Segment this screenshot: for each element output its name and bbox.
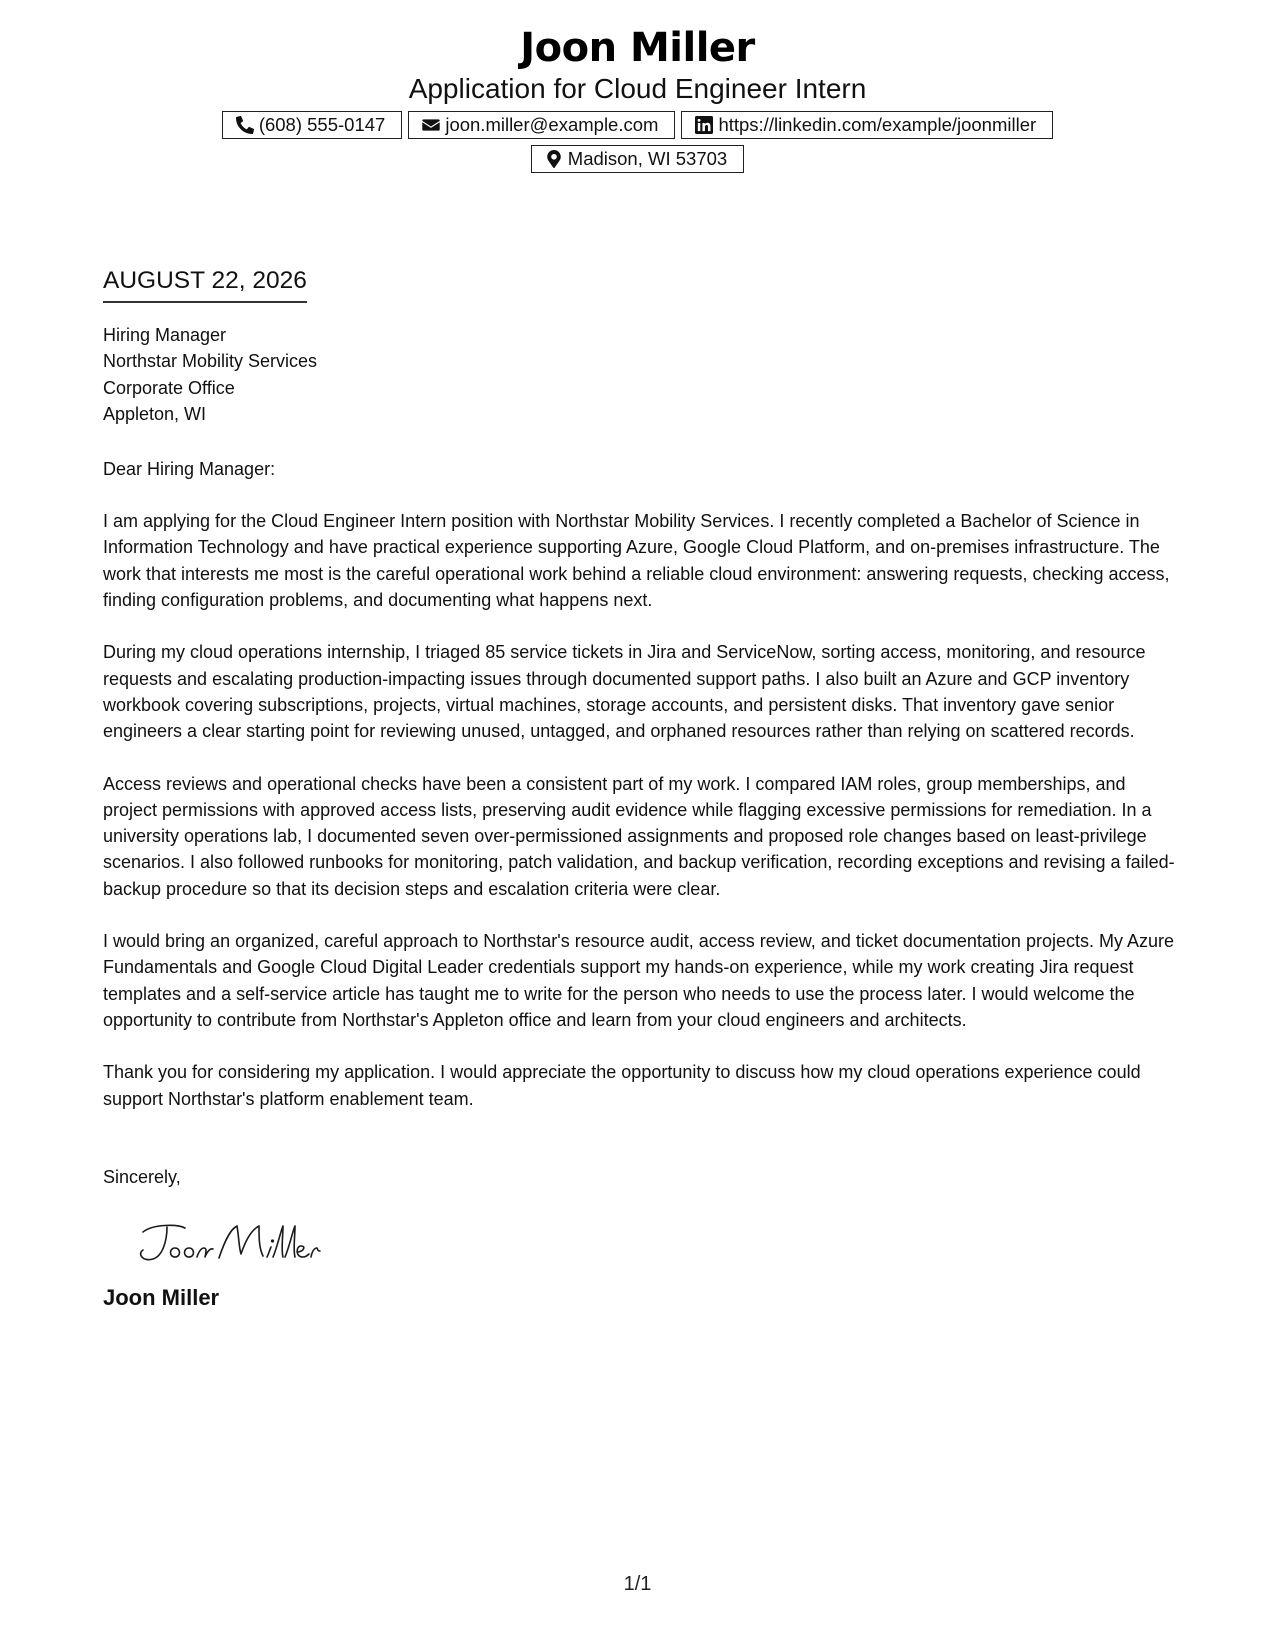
phone-chip[interactable] <box>222 111 403 139</box>
contact-row <box>0 111 1275 139</box>
body-paragraph: I would bring an organized, careful approach to Northstar's resource audit, access review, and ticket documentation projects. My Azure Fundamentals and Google Cloud Digital Leader credentials support my hands-on experience, while my work creating Jira request templates and a self-service article has taught me to write for the person who needs to use the process later. I would welcome the opportunity to contribute from Northstar's Appleton office and learn from your cloud engineers and architects. <box>103 931 1174 1030</box>
salutation: Dear Hiring Manager: <box>103 459 276 480</box>
application-title: Application for Cloud Engineer Intern <box>408 73 867 104</box>
signed-name: Joon Miller <box>103 1284 220 1310</box>
letter-header <box>0 22 1275 173</box>
recipient-line: Northstar Mobility Services <box>103 351 318 372</box>
body-paragraph: Thank you for considering my application. I would appreciate the opportunity to discuss how my cloud operations experience could support Northstar's platform enablement team. <box>103 1062 1141 1109</box>
body-paragraph: During my cloud operations internship, I triaged 85 service tickets in Jira and ServiceNow, sorting access, monitoring, and resource requests and escalating production-impacting issues through documented support paths. I also built an Azure and GCP inventory workbook covering subscriptions, projects, virtual machines, storage accounts, and persistent disks. That inventory gave senior engineers a clear starting point for reviewing unused, untagged, and orphaned resources rather than relying on scattered records. <box>103 642 1146 742</box>
email-chip[interactable] <box>408 111 675 139</box>
recipient-line: Hiring Manager <box>103 325 227 345</box>
location-chip[interactable] <box>531 145 744 173</box>
location-text: Madison, WI 53703 <box>567 148 728 169</box>
linkedin-chip[interactable] <box>681 111 1053 139</box>
letter-date: AUGUST 22, 2026 <box>103 266 307 303</box>
recipient-line: Appleton, WI <box>103 403 207 424</box>
envelope-icon <box>422 116 440 134</box>
linkedin-icon <box>695 116 713 134</box>
recipient-line: Corporate Office <box>103 377 235 398</box>
phone-number: (608) 555-0147 <box>258 114 386 135</box>
map-marker-icon <box>545 150 563 168</box>
handwritten-signature <box>133 1218 333 1268</box>
letter-body <box>103 266 1178 1312</box>
page-number: 1/1 <box>623 1573 652 1595</box>
email-address: joon.miller@example.com <box>445 114 659 135</box>
body-paragraph: Access reviews and operational checks have been a consistent part of my work. I compared IAM roles, group memberships, and project permissions with approved access lists, preserving audit evidence while flagging excessive permissions for remediation. In a university operations lab, I documented seven over-permissioned assignments and proposed role changes based on least-privilege scenarios. I also followed runbooks for monitoring, patch validation, and backup verification, recording exceptions and revising a failed-backup procedure so that its decision steps and escalation criteria were clear. <box>103 773 1175 899</box>
applicant-name: Joon Miller <box>520 25 755 71</box>
linkedin-url: https://linkedin.com/example/joonmiller <box>718 114 1037 135</box>
body-paragraph: I am applying for the Cloud Engineer Intern position with Northstar Mobility Services. I recently completed a Bachelor of Science in Information Technology and have practical experience supporting Azure, Google Cloud Platform, and on-premises infrastructure. The work that interests me most is the careful operational work behind a reliable cloud environment: answering requests, checking access, finding configuration problems, and documenting what happens next. <box>103 511 1170 611</box>
phone-icon <box>236 116 254 134</box>
recipient-block <box>103 322 1178 427</box>
contact-row-2 <box>0 145 1275 173</box>
closing: Sincerely, <box>103 1166 181 1187</box>
